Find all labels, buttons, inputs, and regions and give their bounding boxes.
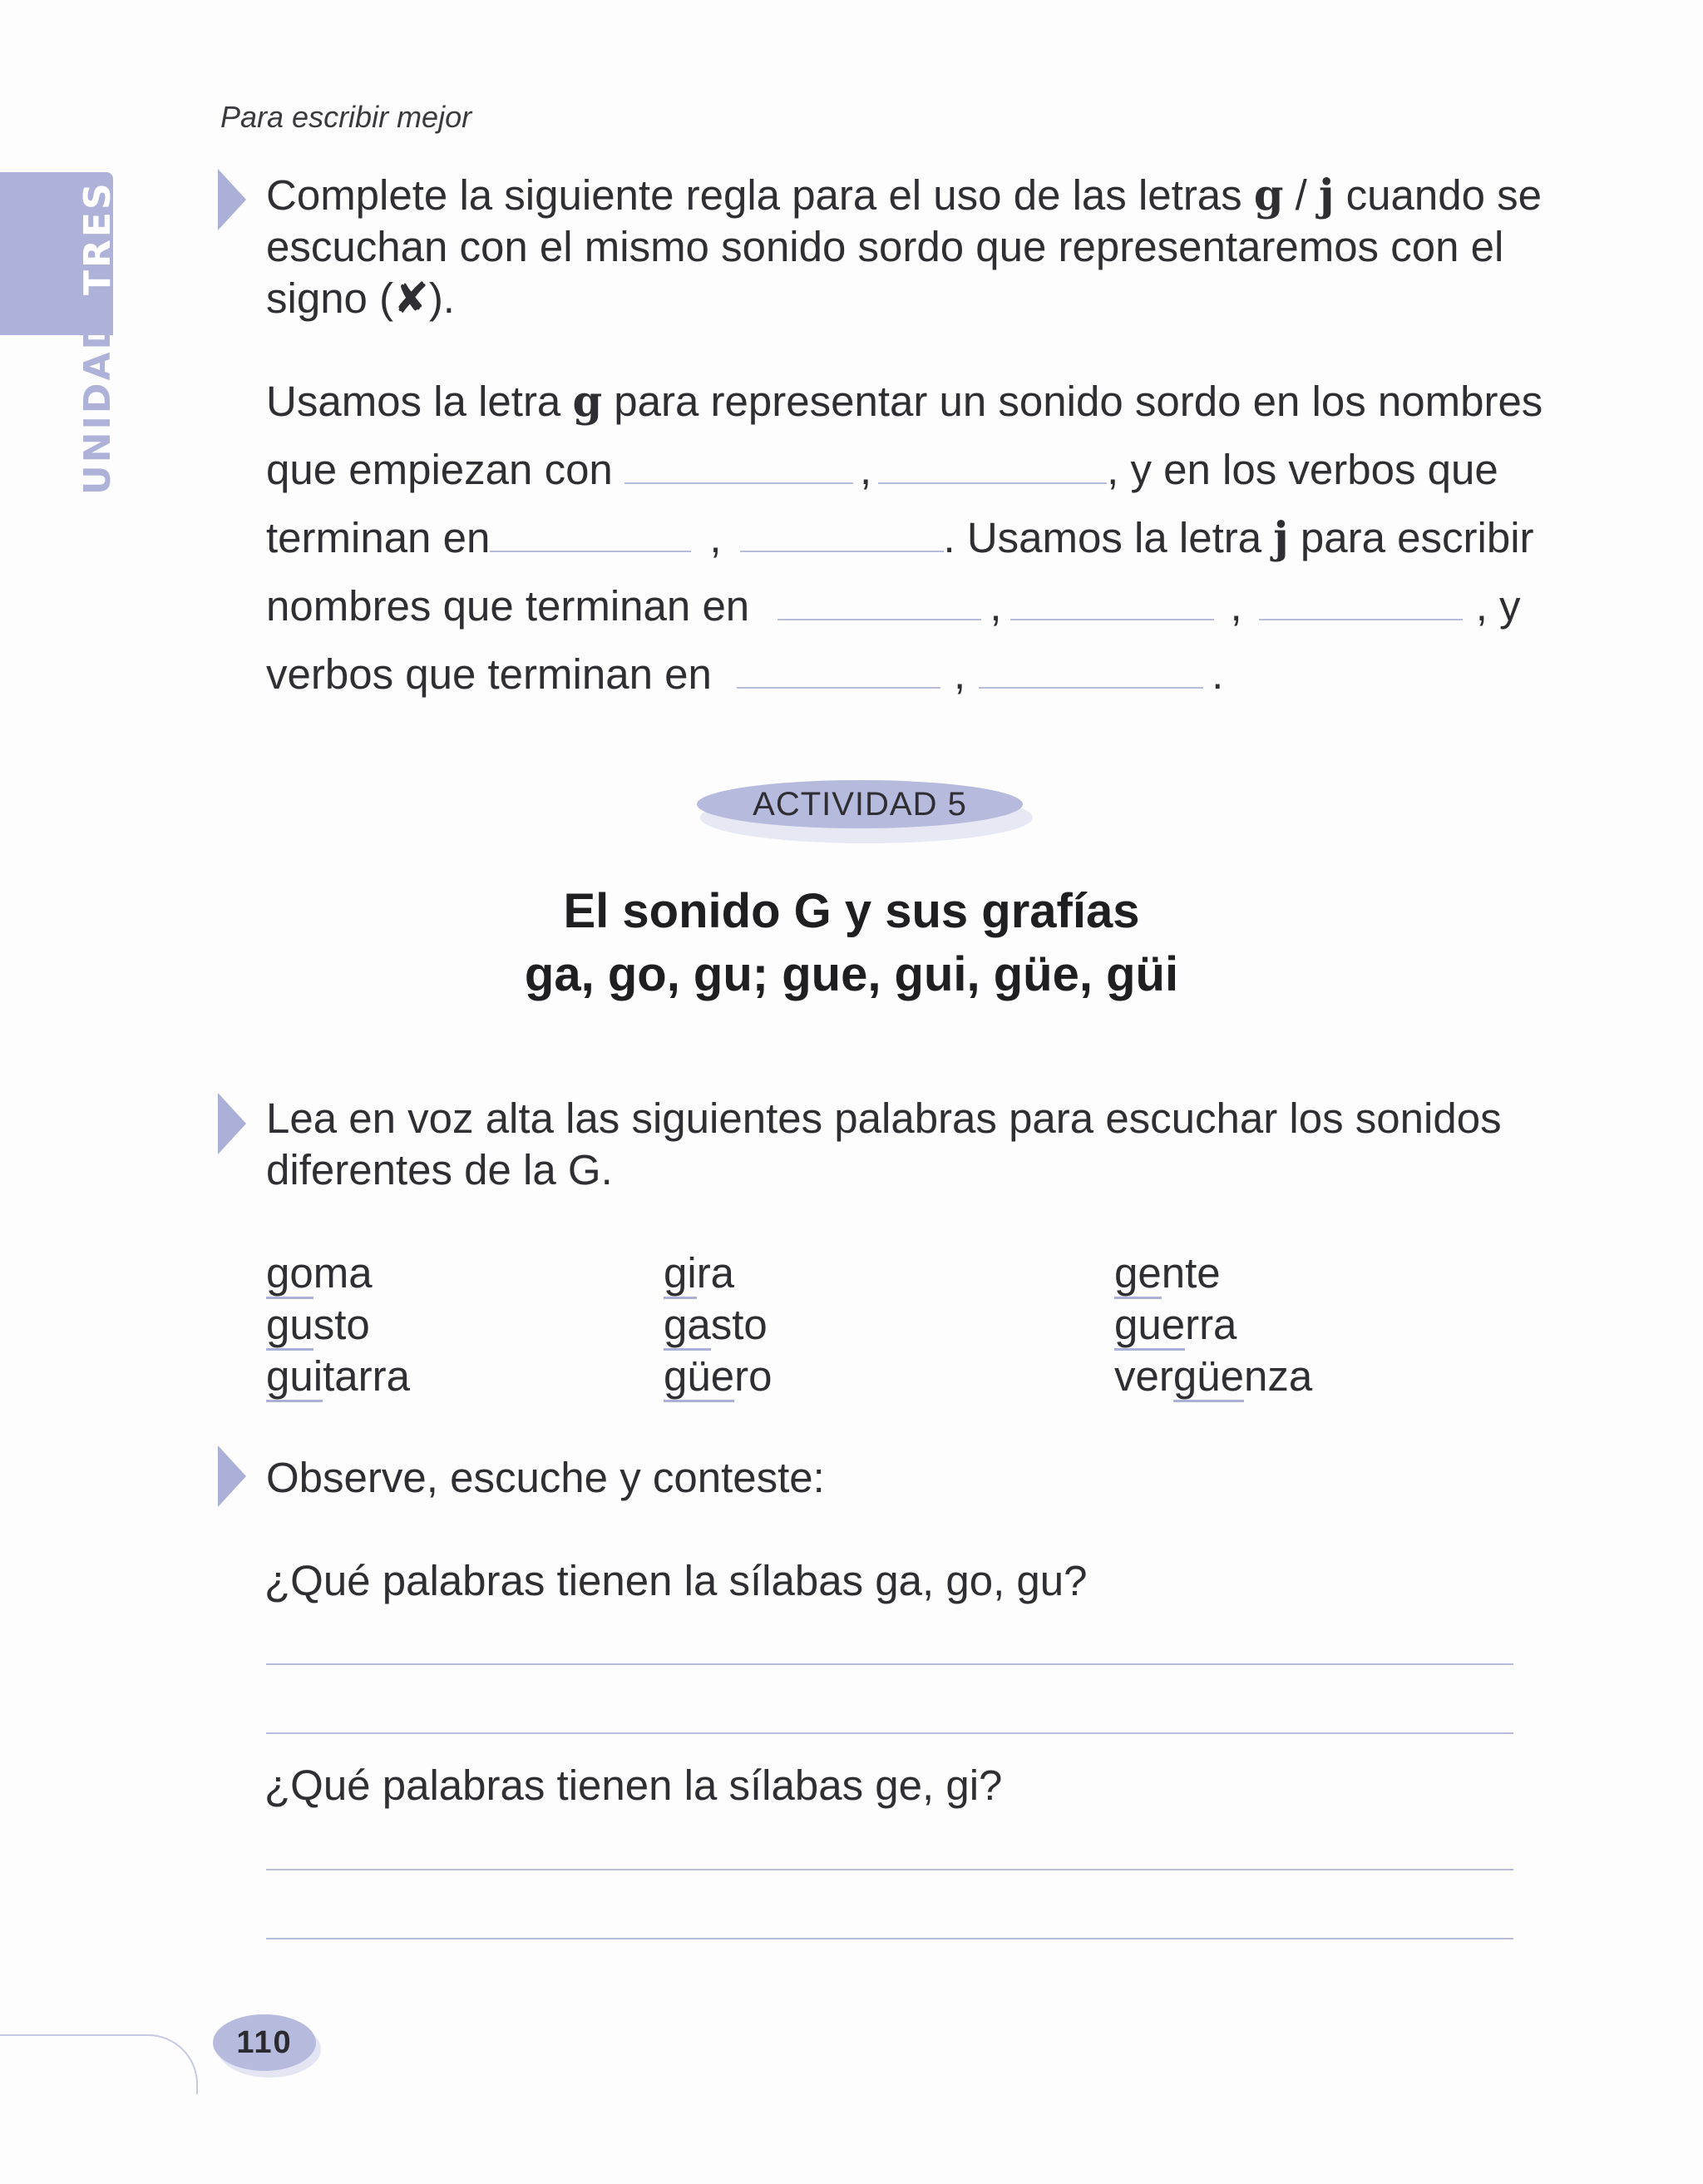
rule-text: que empiezan con (266, 446, 624, 493)
word-rest: ma (313, 1249, 373, 1297)
instruction-read-aloud (266, 1093, 1563, 1196)
unit-word: UNIDAD (77, 316, 119, 495)
rule-text: para escribir (1288, 514, 1534, 561)
rule-text: nombres que terminan en (266, 582, 762, 630)
letter-g: g (1253, 170, 1284, 220)
answer-blank[interactable] (777, 586, 981, 620)
instruction-text: signo ( (266, 274, 394, 322)
triangle-marker-icon (218, 169, 246, 230)
rule-text: , y en los verbos que (1107, 446, 1498, 493)
page-number: 110 (213, 2014, 316, 2071)
word-column-3 (1114, 1248, 1312, 1402)
question-2: ¿Qué palabras tienen la sílabas ge, gi? (264, 1762, 1003, 1809)
syllable-mark: ga (664, 1301, 711, 1351)
word-item (1114, 1248, 1312, 1299)
word-item (266, 1299, 410, 1351)
rule-paragraph (266, 368, 1597, 709)
word-item (1114, 1299, 1312, 1351)
activity-subtitle: ga, go, gu; gue, gui, güe, güi (524, 947, 1179, 1001)
word-item (266, 1248, 410, 1299)
question-1: ¿Qué palabras tienen la sílabas ga, go, gu? (264, 1557, 1088, 1604)
answer-blank[interactable] (737, 654, 940, 689)
word-item (664, 1299, 772, 1351)
instruction-text: diferentes de la G. (266, 1146, 613, 1193)
instruction-text: ). (428, 274, 455, 322)
comma: , (954, 650, 966, 698)
instruction-rule-prompt (266, 170, 1563, 325)
syllable-mark: go (266, 1249, 313, 1299)
answer-blank[interactable] (740, 517, 944, 552)
word-column-1 (266, 1248, 410, 1402)
rule-text: verbos que terminan en (266, 650, 723, 698)
comma: , (1230, 582, 1242, 630)
syllable-mark: güe (1173, 1352, 1244, 1402)
word-rest: rra (1185, 1301, 1237, 1348)
answer-line[interactable] (266, 1869, 1513, 1870)
answer-blank[interactable] (624, 449, 853, 484)
instruction-observe: Observe, escuche y conteste: (266, 1454, 825, 1501)
word-item (664, 1351, 772, 1402)
cross-symbol-icon: ✘ (393, 274, 429, 324)
activity-badge: ACTIVIDAD 5 (697, 780, 1023, 828)
word-rest: sto (313, 1301, 370, 1348)
instruction-text: escuchan con el mismo sonido sordo que representaremos con el (266, 223, 1504, 270)
unit-name: TRES (77, 180, 119, 295)
rule-text: para representar un sonido sordo en los nombres (602, 378, 1543, 425)
comma: , (709, 514, 722, 561)
answer-blank[interactable] (979, 654, 1203, 689)
comma: , (859, 446, 872, 493)
answer-line[interactable] (266, 1663, 1513, 1665)
instruction-text: Lea en voz alta las siguientes palabras para escuchar los sonidos (266, 1094, 1502, 1142)
running-head: Para escribir mejor (220, 100, 472, 134)
unit-side-label (77, 180, 119, 495)
rule-text: Usamos la letra (266, 378, 573, 425)
answer-blank[interactable] (1259, 586, 1463, 620)
activity-title: El sonido G y sus grafías (563, 884, 1140, 938)
word-rest: ro (734, 1352, 773, 1400)
triangle-marker-icon (218, 1093, 246, 1154)
word-item (664, 1248, 772, 1299)
letter-j: j (1319, 170, 1335, 220)
letter-g: g (572, 377, 603, 427)
word-rest: ra (696, 1249, 735, 1297)
syllable-mark: güe (664, 1352, 734, 1402)
word-prefix: ver (1114, 1352, 1173, 1400)
instruction-text: cuando se (1334, 171, 1543, 219)
syllable-mark: ge (1114, 1249, 1162, 1299)
answer-line[interactable] (266, 1732, 1513, 1734)
separator: / (1283, 171, 1320, 219)
word-item (266, 1351, 410, 1402)
period: . (1212, 650, 1224, 698)
letter-j: j (1273, 513, 1289, 563)
syllable-mark: gu (266, 1301, 313, 1351)
word-rest: nza (1243, 1352, 1313, 1400)
triangle-marker-icon (218, 1445, 246, 1507)
answer-line[interactable] (266, 1938, 1513, 1939)
word-rest: nte (1161, 1249, 1221, 1297)
syllable-mark: gi (664, 1249, 697, 1299)
footer-rule (0, 2034, 198, 2094)
word-column-2 (664, 1248, 772, 1402)
syllable-mark: gui (266, 1352, 323, 1402)
word-item (1114, 1351, 1312, 1402)
answer-blank[interactable] (878, 449, 1107, 484)
rule-text: , y (1475, 582, 1521, 630)
word-rest: tarra (323, 1352, 410, 1400)
rule-text: terminan en (266, 514, 491, 561)
answer-blank[interactable] (1010, 586, 1214, 620)
rule-text: . Usamos la letra (943, 514, 1274, 561)
comma: , (990, 582, 1002, 630)
instruction-text: Complete la siguiente regla para el uso de las letras (266, 171, 1254, 219)
syllable-mark: gue (1114, 1301, 1185, 1351)
word-rest: sto (710, 1301, 768, 1348)
answer-blank[interactable] (490, 517, 691, 552)
